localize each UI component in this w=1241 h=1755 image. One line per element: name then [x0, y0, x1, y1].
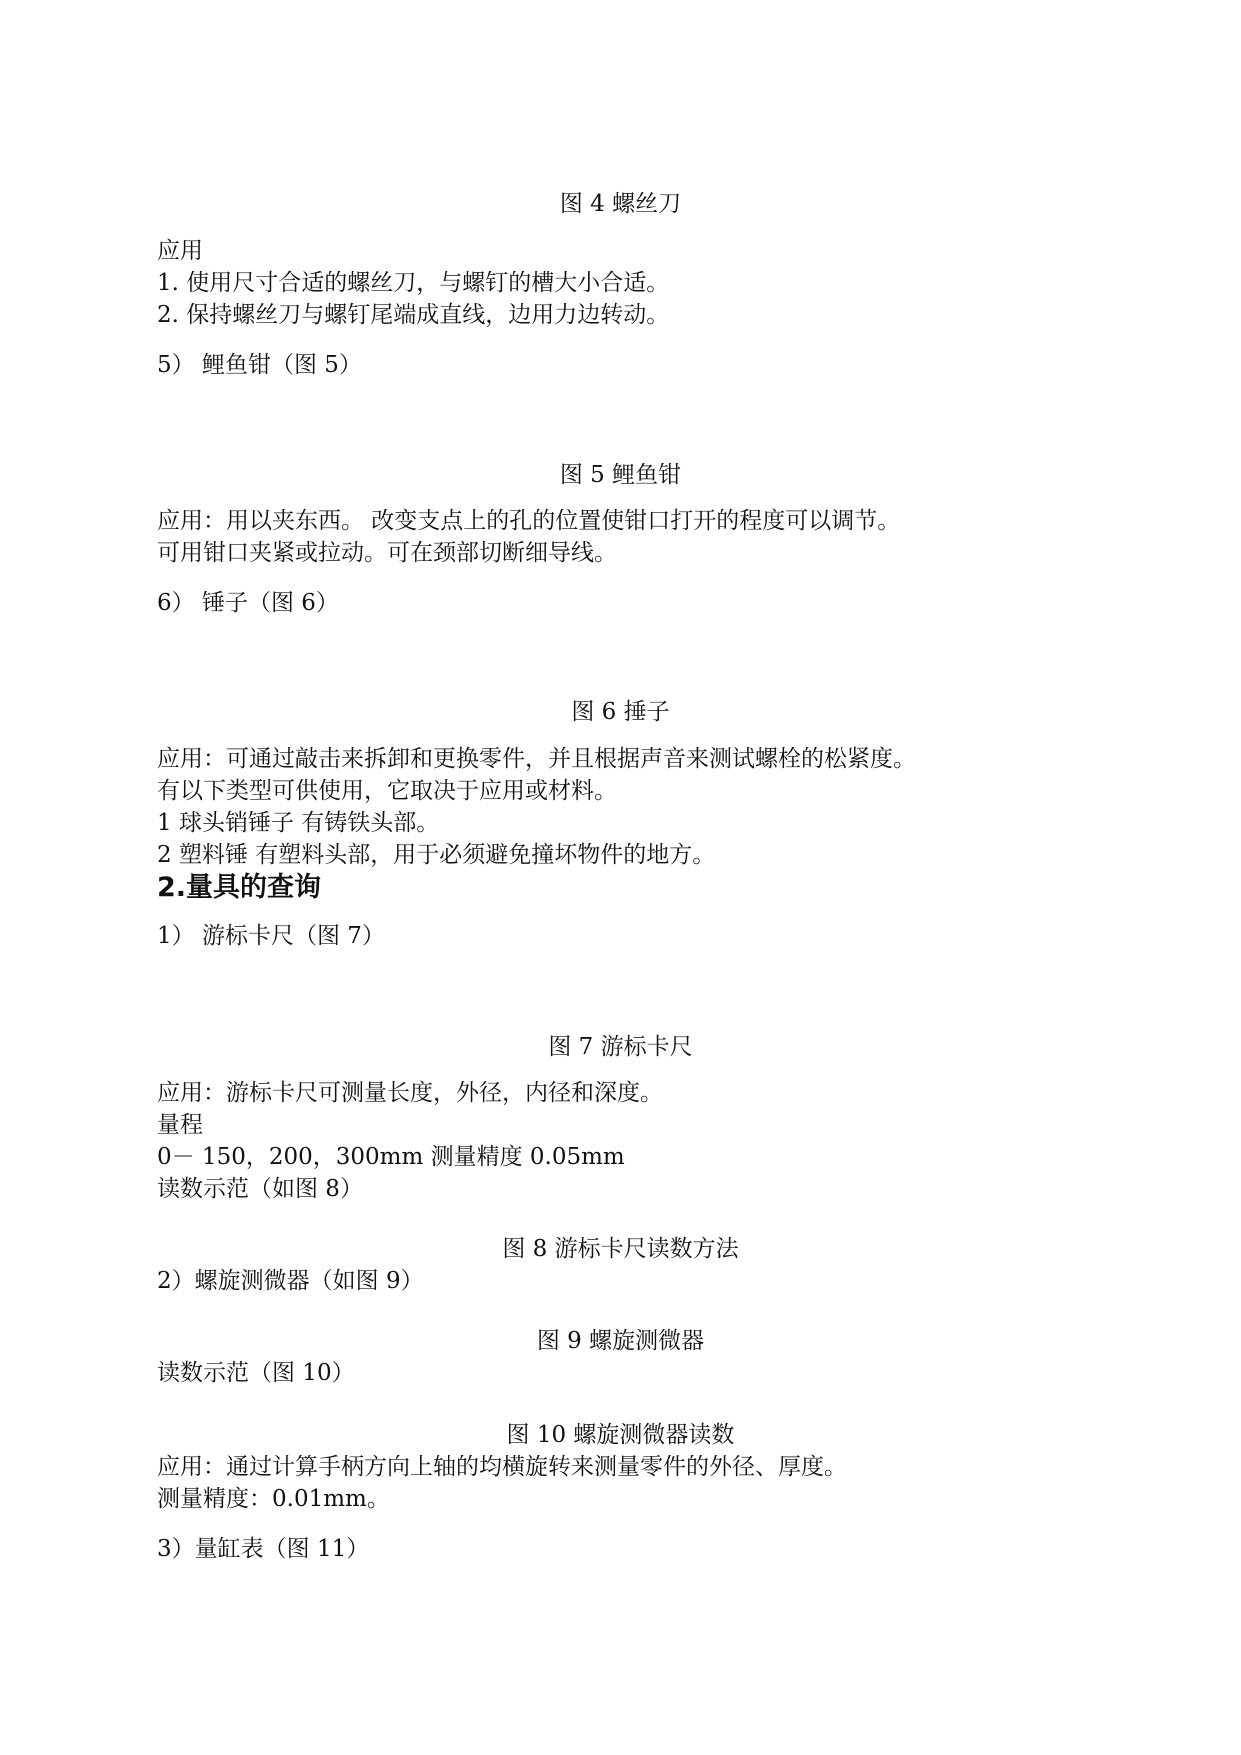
fig8-caption: 图 8 游标卡尺读数方法	[502, 1236, 739, 1262]
caliper-range-values: 0－ 150，200，300mm 测量精度 0.05mm	[157, 1144, 625, 1170]
micrometer-title: 2）螺旋测微器（如图 9）	[157, 1268, 424, 1294]
fig10-caption: 图 10 螺旋测微器读数	[506, 1422, 735, 1448]
micrometer-reading-example: 读数示范（图 10）	[157, 1360, 355, 1386]
hammer-title: 6） 锤子（图 6）	[157, 590, 339, 616]
hammer-usage-line-2: 有以下类型可供使用，它取决于应用或材料。	[157, 778, 617, 804]
pliers-usage-line-1: 应用：用以夹东西。 改变支点上的孔的位置使钳口打开的程度可以调节。	[157, 508, 901, 534]
hammer-usage-line-1: 应用：可通过敲击来拆卸和更换零件，并且根据声音来测试螺栓的松紧度。	[157, 746, 916, 772]
fig4-caption: 图 4 螺丝刀	[559, 191, 682, 217]
hammer-type-2: 2 塑料锤 有塑料头部，用于必须避免撞坏物件的地方。	[157, 842, 716, 868]
hammer-type-1: 1 球头销锤子 有铸铁头部。	[157, 810, 440, 836]
pliers-usage-line-2: 可用钳口夹紧或拉动。可在颈部切断细导线。	[157, 540, 617, 566]
fig6-caption: 图 6 捶子	[571, 699, 670, 725]
screwdriver-usage-heading: 应用	[157, 238, 203, 264]
caliper-range-label: 量程	[157, 1112, 203, 1138]
micrometer-usage-line-2: 测量精度：0.01mm。	[157, 1486, 390, 1512]
screwdriver-item-2: 2. 保持螺丝刀与螺钉尾端成直线，边用力边转动。	[157, 302, 670, 328]
fig7-caption: 图 7 游标卡尺	[548, 1034, 693, 1060]
caliper-reading-example: 读数示范（如图 8）	[157, 1176, 363, 1202]
section2-heading: 2.量具的查询	[157, 872, 322, 903]
fig5-caption: 图 5 鲤鱼钳	[559, 462, 682, 488]
micrometer-usage-line-1: 应用：通过计算手柄方向上轴的均横旋转来测量零件的外径、厚度。	[157, 1454, 847, 1480]
bore-gauge-title: 3）量缸表（图 11）	[157, 1536, 370, 1562]
caliper-title: 1） 游标卡尺（图 7）	[157, 923, 385, 949]
fig9-caption: 图 9 螺旋测微器	[536, 1328, 705, 1354]
caliper-usage-line-1: 应用：游标卡尺可测量长度，外径，内径和深度。	[157, 1080, 663, 1106]
screwdriver-item-1: 1. 使用尺寸合适的螺丝刀，与螺钉的槽大小合适。	[157, 270, 670, 296]
pliers-title: 5） 鲤鱼钳（图 5）	[157, 352, 362, 378]
